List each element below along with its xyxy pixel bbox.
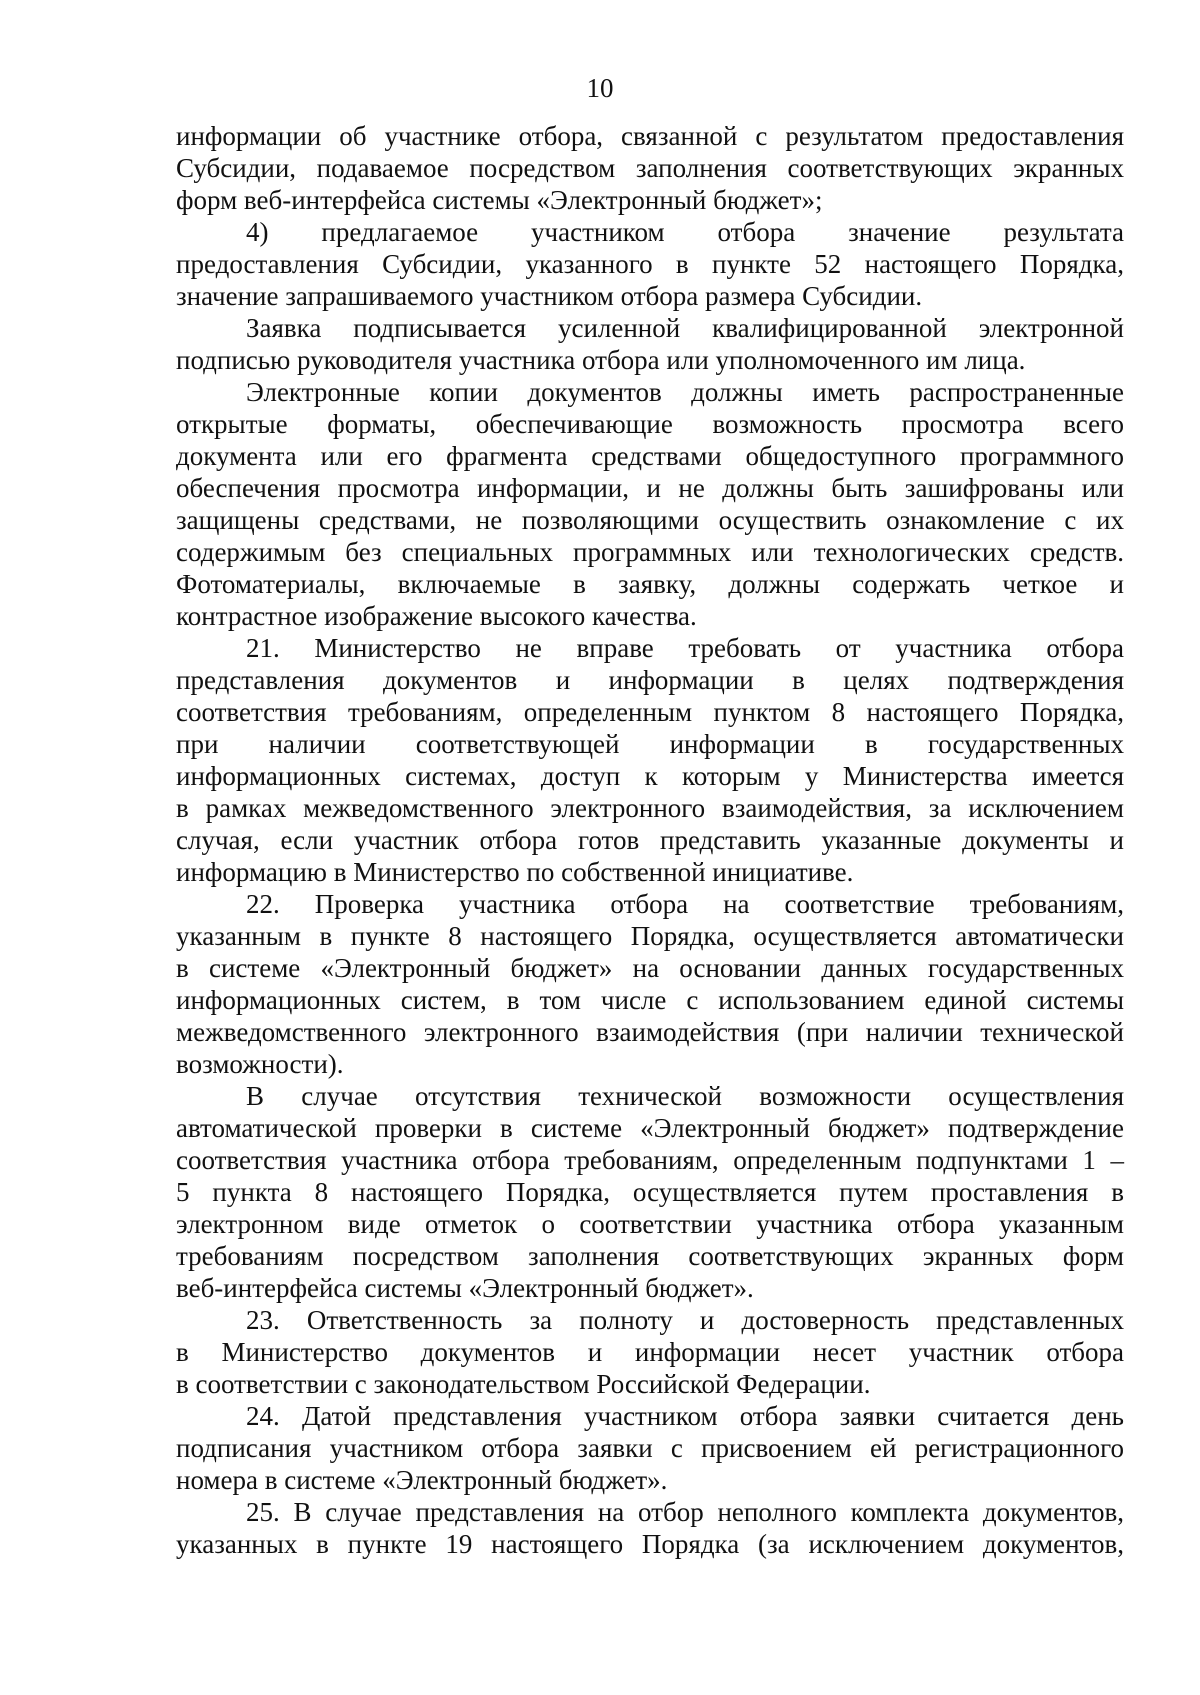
text-line: требованиям посредством заполнения соответствующих экранных форм [176,1241,1124,1271]
page-number: 10 [586,73,614,103]
text-line: информации об участнике отбора, связанной с результатом предоставления [176,121,1124,151]
text-line: Субсидии, подаваемое посредством заполнения соответствующих экранных [176,153,1124,183]
text-line: Заявка подписывается усиленной квалифицированной электронной [246,313,1124,343]
text-line: 22. Проверка участника отбора на соответствие требованиям, [246,889,1124,919]
text-line: обеспечения просмотра информации, и не должны быть зашифрованы или [176,473,1124,503]
text-line: указанных в пункте 19 настоящего Порядка (за исключением документов, [176,1529,1124,1559]
text-line: электронном виде отметок о соответствии участника отбора указанным [176,1209,1124,1239]
text-line: документа или его фрагмента средствами общедоступного программного [176,441,1124,471]
text-line: в системе «Электронный бюджет» на основании данных государственных [176,953,1124,983]
text-line: в Министерство документов и информации несет участник отбора [176,1337,1124,1367]
text-line: 5 пункта 8 настоящего Порядка, осуществляется путем проставления в [176,1177,1124,1207]
document-body [176,120,1124,1560]
text-line: в соответствии с законодательством Российской Федерации. [176,1369,871,1399]
text-line: защищены средствами, не позволяющими осуществить ознакомление с их [176,505,1124,535]
text-line: указанным в пункте 8 настоящего Порядка, осуществляется автоматически [176,921,1124,951]
text-line: В случае отсутствия технической возможности осуществления [246,1081,1124,1111]
text-line: 23. Ответственность за полноту и достоверность представленных [246,1305,1124,1335]
text-line: 25. В случае представления на отбор неполного комплекта документов, [246,1497,1124,1527]
text-line: при наличии соответствующей информации в государственных [176,729,1124,759]
text-line: информационных систем, в том числе с использованием единой системы [176,985,1124,1015]
text-line: соответствия требованиям, определенным пунктом 8 настоящего Порядка, [176,697,1124,727]
text-line: 21. Министерство не вправе требовать от участника отбора [246,633,1124,663]
text-line: Фотоматериалы, включаемые в заявку, должны содержать четкое и [176,569,1124,599]
text-line: подписания участником отбора заявки с присвоением ей регистрационного [176,1433,1124,1463]
text-line: информацию в Министерство по собственной инициативе. [176,857,854,887]
text-line: возможности). [176,1049,344,1079]
text-line: случая, если участник отбора готов представить указанные документы и [176,825,1124,855]
text-line: форм веб-интерфейса системы «Электронный бюджет»; [176,185,823,215]
text-line: в рамках межведомственного электронного взаимодействия, за исключением [176,793,1124,823]
text-line: содержимым без специальных программных или технологических средств. [176,537,1124,567]
text-line: подписью руководителя участника отбора или уполномоченного им лица. [176,345,1026,375]
text-line: 4) предлагаемое участником отбора значение результата [246,217,1124,247]
text-line: информационных системах, доступ к которым у Министерства имеется [176,761,1124,791]
text-line: представления документов и информации в целях подтверждения [176,665,1124,695]
text-line: предоставления Субсидии, указанного в пункте 52 настоящего Порядка, [176,249,1124,279]
text-line: Электронные копии документов должны иметь распространенные [246,377,1124,407]
text-line: веб-интерфейса системы «Электронный бюджет». [176,1273,754,1303]
text-line: значение запрашиваемого участником отбора размера Субсидии. [176,281,923,311]
text-line: 24. Датой представления участником отбора заявки считается день [246,1401,1124,1431]
text-line: межведомственного электронного взаимодействия (при наличии технической [176,1017,1124,1047]
text-line: номера в системе «Электронный бюджет». [176,1465,668,1495]
text-line: автоматической проверки в системе «Электронный бюджет» подтверждение [176,1113,1124,1143]
text-line: контрастное изображение высокого качества. [176,601,697,631]
text-line: открытые форматы, обеспечивающие возможность просмотра всего [176,409,1124,439]
text-line: соответствия участника отбора требованиям, определенным подпунктами 1 – [176,1145,1124,1175]
